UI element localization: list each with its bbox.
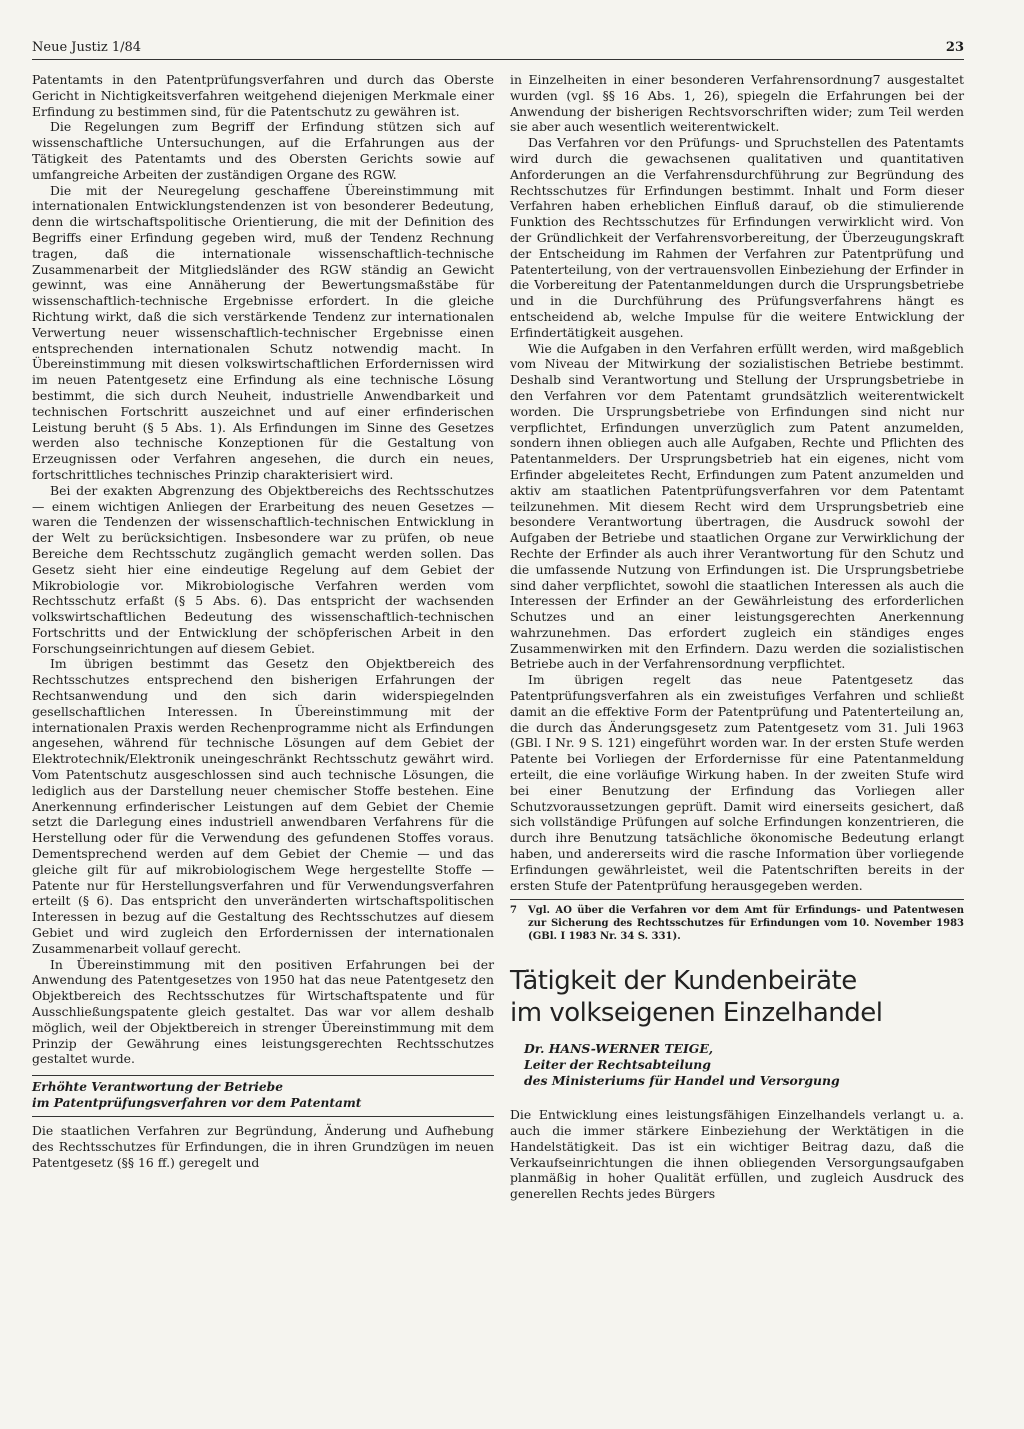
left-column — [32, 72, 494, 1171]
paragraph: Im übrigen bestimmt das Gesetz den Objektbereich des Rechtsschutzes entsprechend den bisherigen Erfahrungen der Rechtsanwendung und den sich darin widerspiegelnden gesellschaftlichen Interessen. In Übereinstimmung mit der internationalen Praxis werden Rechenprogramme nicht als Erfindungen angesehen, während für technische Lösungen auf dem Gebiet der Elektrotechnik/Elektronik uneingeschränkt Rechtsschutz gewährt wird. Vom Patentschutz ausgeschlossen sind auch technische Lösungen, die lediglich aus der Darstellung neuer chemischer Stoffe bestehen. Eine Anerkennung erfinderischer Leistungen auf dem Gebiet der Chemie setzt die Darlegung eines industriell anwendbaren Verfahrens für die Herstellung oder für die Verwendung des gefundenen Stoffes voraus. Dementsprechend werden auf dem Gebiet der Chemie — und das gleiche gilt für auf mikrobiologischem Wege hergestellte Stoffe — Patente nur für Herstellungsverfahren und für Verwendungsverfahren erteilt (§ 6). Das entspricht den unveränderten wirtschaftspolitischen Interessen in bezug auf die Gestaltung des Rechtsschutzes auf diesem Gebiet und wird zugleich den Erfordernissen der internationalen Zusammenarbeit vollauf gerecht. — [32, 656, 494, 956]
subheading-line: Erhöhte Verantwortung der Betriebe — [32, 1080, 283, 1095]
section-subheading — [32, 1075, 494, 1117]
paragraph: Patentamts in den Patentprüfungsverfahren und durch das Oberste Gericht in Nichtigkeitsverfahren weitgehend diejenigen Merkmale einer Erfindung zu bestimmen sind, für die Patentschutz zu gewähren ist. — [32, 72, 494, 119]
right-column — [510, 72, 964, 1202]
footnote-text: Vgl. AO über die Verfahren vor dem Amt für Erfindungs- und Patentwesen zur Sicherung des Rechtsschutzes für Erfindungen vom 10. November 1983 (GBl. I 1983 Nr. 34 S. 331). — [528, 905, 964, 942]
paragraph: Die Regelungen zum Begriff der Erfindung stützen sich auf wissenschaftliche Untersuchungen, auf die Erfahrungen aus der Tätigkeit des Patentamts und des Obersten Gerichts sowie auf umfangreiche Arbeiten der zuständigen Organe des RGW. — [32, 119, 494, 182]
page-number: 23 — [945, 40, 964, 55]
author-role: des Ministeriums für Handel und Versorgung — [524, 1073, 840, 1089]
page-header — [32, 40, 964, 60]
author-block — [524, 1041, 964, 1089]
article-title-line: Tätigkeit der Kundenbeiräte — [510, 966, 857, 997]
footnote-number: 7 — [510, 905, 517, 917]
paragraph: Die staatlichen Verfahren zur Begründung, Änderung und Aufhebung des Rechtsschutzes für Erfindungen, die in ihren Grundzügen im neuen Patentgesetz (§§ 16 ff.) geregelt und — [32, 1123, 494, 1170]
footnote — [510, 899, 964, 943]
paragraph: In Übereinstimmung mit den positiven Erfahrungen bei der Anwendung des Patentgesetzes von 1950 hat das neue Patentgesetz den Objektbereich des Rechtsschutzes für Wirtschaftspatente und für Ausschließungspatente gleich gestaltet. Das war vor allem deshalb möglich, weil der Objektbereich in strenger Übereinstimmung mit dem Prinzip der Gewährung eines leistungsgerechten Rechtsschutzes gestaltet wurde. — [32, 956, 494, 1067]
paragraph: Wie die Aufgaben in den Verfahren erfüllt werden, wird maßgeblich vom Niveau der Mitwirkung der sozialistischen Betriebe bestimmt. Deshalb sind Verantwortung und Stellung der Ursprungsbetriebe in den Verfahren vor dem Patentamt grundsätzlich weiterentwickelt worden. Die Ursprungsbetriebe von Erfindungen sind nicht nur verpflichtet, Erfindungen unverzüglich zum Patent anzumelden, sondern ihnen obliegen auch alle Aufgaben, Rechte und Pflichten des Patentanmelders. Der Ursprungsbetrieb hat ein eigenes, nicht vom Erfinder abgeleitetes Recht, Erfindungen zum Patent anzumelden und aktiv am staatlichen Patentprüfungsverfahren vor dem Patentamt teilzunehmen. Mit diesem Recht wird dem Ursprungsbetrieb eine besondere Verantwortung übertragen, die Ausdruck sowohl der Aufgaben der Betriebe und staatlichen Organe zur Verwirklichung der Rechte der Erfinder als auch ihrer Verantwortung für den Schutz und die umfassende Nutzung von Erfindungen ist. Die Ursprungsbetriebe sind daher verpflichtet, sowohl die staatlichen Interessen als auch die Interessen der Erfinder an der Gewährleistung des erforderlichen Schutzes und an einer leistungsgerechten Anerkennung wahrzunehmen. Das erfordert zugleich ein ständiges enges Zusammenwirken mit den Erfindern. Dazu werden die sozialistischen Betriebe auch in der Verfahrensordnung verpflichtet. — [510, 340, 964, 672]
paragraph: Die Entwicklung eines leistungsfähigen Einzelhandels verlangt u. a. auch die immer stärkere Einbeziehung der Werktätigen in die Handelstätigkeit. Das ist ein wichtiger Beitrag dazu, daß die Verkaufseinrichtungen die ihnen obliegenden Versorgungsaufgaben planmäßig in hoher Qualität erfüllen, und zugleich Ausdruck des generellen Rechts jedes Bürgers — [510, 1107, 964, 1202]
paragraph: Im übrigen regelt das neue Patentgesetz das Patentprüfungsverfahren als ein zweistufiges Verfahren und schließt damit an die effektive Form der Patentprüfung und Patenterteilung an, die durch das Änderungsgesetz zum Patentgesetz vom 31. Juli 1963 (GBl. I Nr. 9 S. 121) eingeführt worden war. In der ersten Stufe werden Patente bei Vorliegen der Erfordernisse für eine Patentanmeldung erteilt, die eine vorläufige Wirkung haben. In der zweiten Stufe wird bei einer Benutzung der Erfindung das Vorliegen aller Schutzvoraussetzungen geprüft. Damit wird einerseits gesichert, daß sich vollständige Prüfungen auf solche Erfindungen konzentrieren, die durch ihre Benutzung tatsächliche ökonomische Bedeutung erlangt haben, und andererseits wird die rasche Information über vorliegende Erfindungen gewährleistet, weil die Patentschriften bereits in der ersten Stufe der Patentprüfung herausgegeben werden. — [510, 672, 964, 893]
paragraph: Die mit der Neuregelung geschaffene Übereinstimmung mit internationalen Entwicklungstendenzen ist von besonderer Bedeutung, denn die wirtschaftspolitische Orientierung, die mit der Definition des Begriffs einer Erfindung gegeben wird, muß der Tendenz Rechnung tragen, daß die internationale wissenschaftlich-technische Zusammenarbeit der Mitgliedsländer des RGW ständig an Gewicht gewinnt, was eine Annäherung der Bewertungsmaßstäbe für wissenschaftlich-technische Ergebnisse erfordert. In die gleiche Richtung wirkt, daß die sich verstärkende Tendenz zur internationalen Verwertung neuer wissenschaftlich-technischer Ergebnisse einen entsprechenden internationalen Schutz notwendig macht. In Übereinstimmung mit diesen volkswirtschaftlichen Erfordernissen wird im neuen Patentgesetz eine Erfindung als eine technische Lösung bestimmt, die sich durch Neuheit, industrielle Anwendbarkeit und technischen Fortschritt auszeichnet und auf einer erfinderischen Leistung beruht (§ 5 Abs. 1). Als Erfindungen im Sinne des Gesetzes werden also technische Konzeptionen für die Gestaltung von Erzeugnissen oder Verfahren angesehen, die durch ein neues, fortschrittliches technisches Prinzip charakterisiert wird. — [32, 182, 494, 482]
author-name: Dr. HANS-WERNER TEIGE, — [524, 1041, 714, 1057]
article-title — [510, 965, 964, 1029]
author-role: Leiter der Rechtsabteilung — [524, 1057, 711, 1073]
paragraph: in Einzelheiten in einer besonderen Verfahrensordnung7 ausgestaltet wurden (vgl. §§ 16 Abs. 1, 26), spiegeln die Erfahrungen bei der Anwendung der bisherigen Rechtsvorschriften wider; zum Teil werden sie aber auch wesentlich weiterentwickelt. — [510, 72, 964, 135]
subheading-line: im Patentprüfungsverfahren vor dem Patentamt — [32, 1095, 362, 1110]
paragraph: Das Verfahren vor den Prüfungs- und Spruchstellen des Patentamts wird durch die gewachsenen qualitativen und quantitativen Anforderungen an die Verfahrensdurchführung zur Begründung des Rechtsschutzes für Erfindungen bestimmt. Inhalt und Form dieser Verfahren haben erheblichen Einfluß darauf, ob die stimulierende Funktion des Rechtsschutzes für Erfindungen verwirklicht wird. Von der Gründlichkeit der Verfahrensvorbereitung, der Überzeugungskraft der Entscheidung im Rahmen der Verfahren zur Patentprüfung und Patenterteilung, von der vertrauensvollen Einbeziehung der Erfinder in die Vorbereitung der Patentanmeldungen durch die Ursprungsbetriebe und in die Durchführung des Prüfungsverfahrens hängt es entscheidend ab, welche Impulse für die weitere Entwicklung der Erfindertätigkeit ausgehen. — [510, 135, 964, 340]
journal-title: Neue Justiz 1/84 — [32, 40, 142, 55]
article-title-line: im volkseigenen Einzelhandel — [510, 998, 883, 1029]
paragraph: Bei der exakten Abgrenzung des Objektbereichs des Rechtsschutzes — einem wichtigen Anliegen der Erarbeitung des neuen Gesetzes — waren die Tendenzen der wissenschaftlich-technischen Entwicklung in der Welt zu berücksichtigen. Insbesondere war zu prüfen, ob neue Bereiche dem Rechtsschutz zugänglich gemacht werden sollen. Das Gesetz sieht hier eine eindeutige Regelung auf dem Gebiet der Mikrobiologie vor. Mikrobiologische Verfahren werden vom Rechtsschutz erfaßt (§ 5 Abs. 6). Das entspricht der wachsenden volkswirtschaftlichen Bedeutung des wissenschaftlich-technischen Fortschritts und der Entwicklung der schöpferischen Arbeit in den Forschungseinrichtungen auf diesem Gebiet. — [32, 482, 494, 656]
